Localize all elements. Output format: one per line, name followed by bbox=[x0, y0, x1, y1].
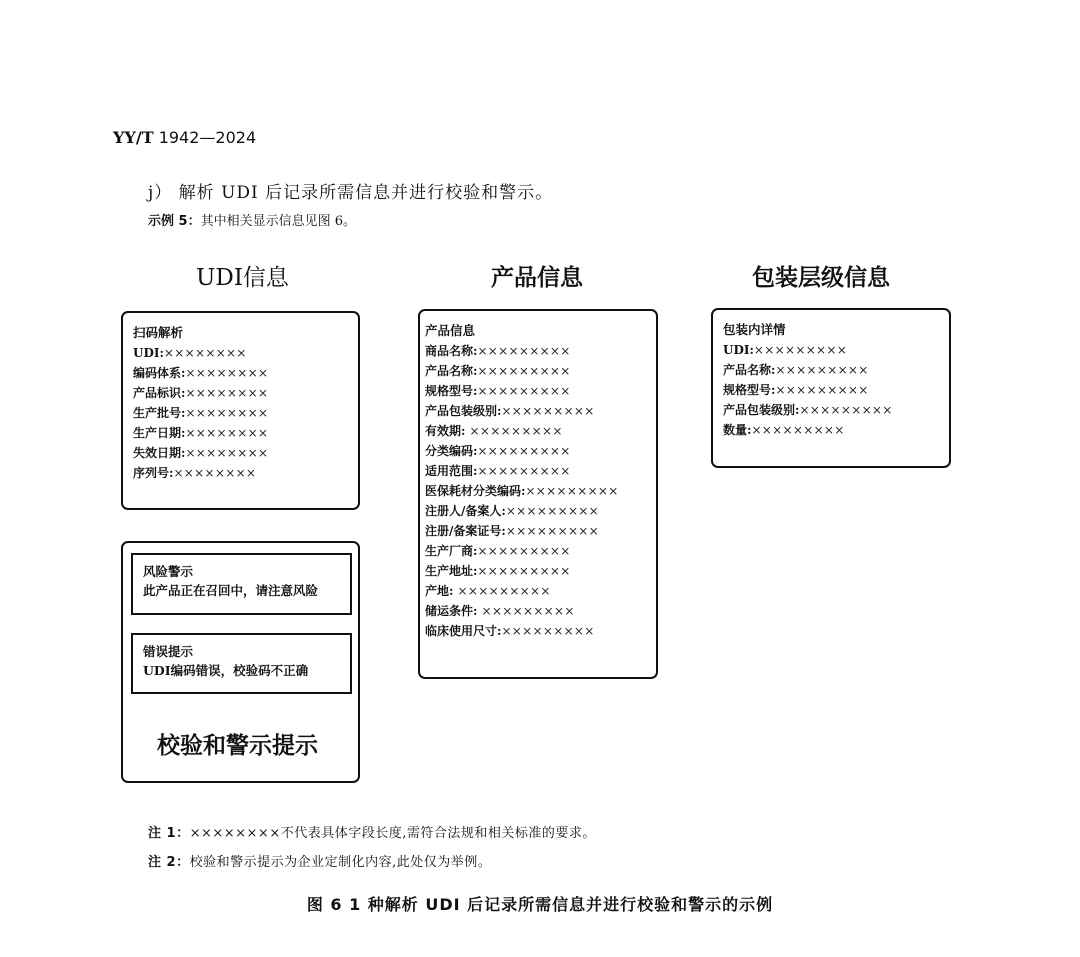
risk-warning bbox=[131, 553, 352, 615]
product-field-value: ××××××××× bbox=[453, 584, 551, 598]
product-field-row bbox=[425, 381, 651, 401]
udi-field-key: UDI: bbox=[133, 346, 164, 360]
udi-field-key: 编码体系: bbox=[133, 366, 186, 380]
product-field-key: 产品包装级别: bbox=[425, 404, 502, 418]
product-field-value: ××××××××× bbox=[505, 524, 600, 538]
product-field-value: ××××××××× bbox=[525, 484, 619, 498]
package-field-key: 数量: bbox=[723, 423, 752, 437]
package-field-key: 产品包装级别: bbox=[723, 403, 800, 417]
product-field-key: 医保耗材分类编码: bbox=[425, 484, 526, 498]
note-1-label: 注 1： bbox=[148, 826, 190, 841]
product-field-key: 临床使用尺寸: bbox=[425, 624, 502, 638]
product-field-key: 生产厂商: bbox=[425, 544, 478, 558]
product-field-row bbox=[425, 461, 651, 481]
note-2-text: 校验和警示提示为企业定制化内容,此处仅为举例。 bbox=[189, 855, 492, 870]
standard-number: 1942—2024 bbox=[158, 128, 257, 147]
product-field-value: ××××××××× bbox=[505, 504, 600, 518]
product-field-key: 储运条件: bbox=[425, 604, 478, 618]
udi-lines bbox=[133, 343, 348, 483]
product-field-row bbox=[425, 621, 651, 641]
udi-field-key: 序列号: bbox=[133, 466, 174, 480]
package-info-title: 包装层级信息 bbox=[752, 265, 890, 291]
package-field-row bbox=[723, 380, 939, 400]
udi-field-key: 生产日期: bbox=[133, 426, 186, 440]
product-field-row bbox=[425, 361, 651, 381]
check-warning-label: 校验和警示提示 bbox=[157, 733, 318, 759]
package-box-head: 包装内详情 bbox=[723, 322, 786, 337]
product-field-row bbox=[425, 521, 651, 541]
product-field-key: 有效期: bbox=[425, 424, 466, 438]
udi-field-row bbox=[133, 403, 348, 423]
product-info-title: 产品信息 bbox=[491, 265, 583, 291]
product-info-box bbox=[418, 309, 658, 679]
product-lines bbox=[425, 341, 651, 641]
udi-info-title: UDI信息 bbox=[196, 265, 289, 291]
product-field-row bbox=[425, 601, 651, 621]
standard-prefix: YY/T bbox=[113, 128, 154, 147]
product-field-row bbox=[425, 421, 651, 441]
product-field-row bbox=[425, 401, 651, 421]
product-field-value: ××××××××× bbox=[501, 404, 595, 418]
udi-field-row bbox=[133, 343, 348, 363]
package-field-row bbox=[723, 360, 939, 380]
package-field-row bbox=[723, 340, 939, 360]
product-field-value: ××××××××× bbox=[477, 544, 571, 558]
list-item-j: j） 解析 UDI 后记录所需信息并进行校验和警示。 bbox=[148, 183, 554, 203]
note-1-text: ××××××××不代表具体字段长度,需符合法规和相关标准的要求。 bbox=[189, 826, 596, 841]
figure-caption: 图 6 1 种解析 UDI 后记录所需信息并进行校验和警示的示例 bbox=[306, 895, 774, 914]
product-field-value: ××××××××× bbox=[477, 444, 571, 458]
error-prompt bbox=[131, 633, 352, 694]
package-field-value: ××××××××× bbox=[751, 423, 845, 437]
warning-box bbox=[121, 541, 360, 783]
package-field-key: UDI: bbox=[723, 343, 754, 357]
product-field-value: ××××××××× bbox=[477, 604, 575, 618]
product-field-row bbox=[425, 341, 651, 361]
package-field-value: ××××××××× bbox=[775, 383, 869, 397]
example-text: 其中相关显示信息见图 6。 bbox=[200, 214, 356, 229]
udi-field-value: ×××××××× bbox=[185, 446, 269, 460]
udi-field-key: 产品标识: bbox=[133, 386, 186, 400]
product-box-head: 产品信息 bbox=[425, 323, 476, 338]
product-field-key: 注册人/备案人: bbox=[425, 504, 506, 518]
product-field-key: 注册/备案证号: bbox=[425, 524, 506, 538]
product-field-key: 商品名称: bbox=[425, 344, 478, 358]
package-lines bbox=[723, 340, 939, 440]
product-field-row bbox=[425, 541, 651, 561]
note-2 bbox=[148, 851, 491, 870]
product-field-key: 产品名称: bbox=[425, 364, 478, 378]
product-field-row bbox=[425, 481, 651, 501]
udi-field-value: ×××××××× bbox=[185, 386, 269, 400]
package-field-row bbox=[723, 400, 939, 420]
udi-field-value: ×××××××× bbox=[163, 346, 247, 360]
product-field-key: 产地: bbox=[425, 584, 454, 598]
product-field-key: 规格型号: bbox=[425, 384, 478, 398]
product-field-key: 分类编码: bbox=[425, 444, 478, 458]
udi-field-row bbox=[133, 423, 348, 443]
package-field-value: ××××××××× bbox=[775, 363, 869, 377]
error-prompt-title: 错误提示 bbox=[143, 644, 194, 659]
package-field-key: 规格型号: bbox=[723, 383, 776, 397]
product-field-value: ××××××××× bbox=[465, 424, 563, 438]
product-field-row bbox=[425, 561, 651, 581]
udi-field-value: ×××××××× bbox=[185, 426, 269, 440]
error-prompt-text: UDI编码错误，校验码不正确 bbox=[143, 663, 309, 678]
package-info-box bbox=[711, 308, 951, 468]
udi-field-row bbox=[133, 363, 348, 383]
udi-field-key: 生产批号: bbox=[133, 406, 186, 420]
udi-field-row bbox=[133, 443, 348, 463]
package-field-row bbox=[723, 420, 939, 440]
package-field-value: ××××××××× bbox=[799, 403, 893, 417]
standard-code bbox=[113, 128, 256, 147]
udi-field-value: ×××××××× bbox=[185, 406, 269, 420]
product-field-key: 生产地址: bbox=[425, 564, 478, 578]
risk-warning-text: 此产品正在召回中，请注意风险 bbox=[143, 583, 319, 598]
product-field-value: ××××××××× bbox=[477, 384, 571, 398]
package-field-value: ××××××××× bbox=[753, 343, 848, 357]
risk-warning-title: 风险警示 bbox=[143, 564, 194, 579]
note-2-label: 注 2： bbox=[148, 855, 190, 870]
product-field-row bbox=[425, 581, 651, 601]
udi-box-head: 扫码解析 bbox=[133, 325, 184, 340]
product-field-row bbox=[425, 501, 651, 521]
note-1 bbox=[148, 822, 596, 841]
package-field-key: 产品名称: bbox=[723, 363, 776, 377]
udi-field-value: ×××××××× bbox=[185, 366, 269, 380]
product-field-value: ××××××××× bbox=[477, 464, 571, 478]
product-field-row bbox=[425, 441, 651, 461]
example-label: 示例 5： bbox=[148, 214, 201, 229]
example-note bbox=[148, 210, 356, 229]
udi-info-box bbox=[121, 311, 360, 510]
udi-field-value: ×××××××× bbox=[173, 466, 257, 480]
product-field-value: ××××××××× bbox=[477, 344, 571, 358]
product-field-value: ××××××××× bbox=[477, 364, 571, 378]
udi-field-row bbox=[133, 463, 348, 483]
product-field-value: ××××××××× bbox=[477, 564, 571, 578]
product-field-key: 适用范围: bbox=[425, 464, 478, 478]
udi-field-key: 失效日期: bbox=[133, 446, 186, 460]
udi-field-row bbox=[133, 383, 348, 403]
product-field-value: ××××××××× bbox=[501, 624, 595, 638]
